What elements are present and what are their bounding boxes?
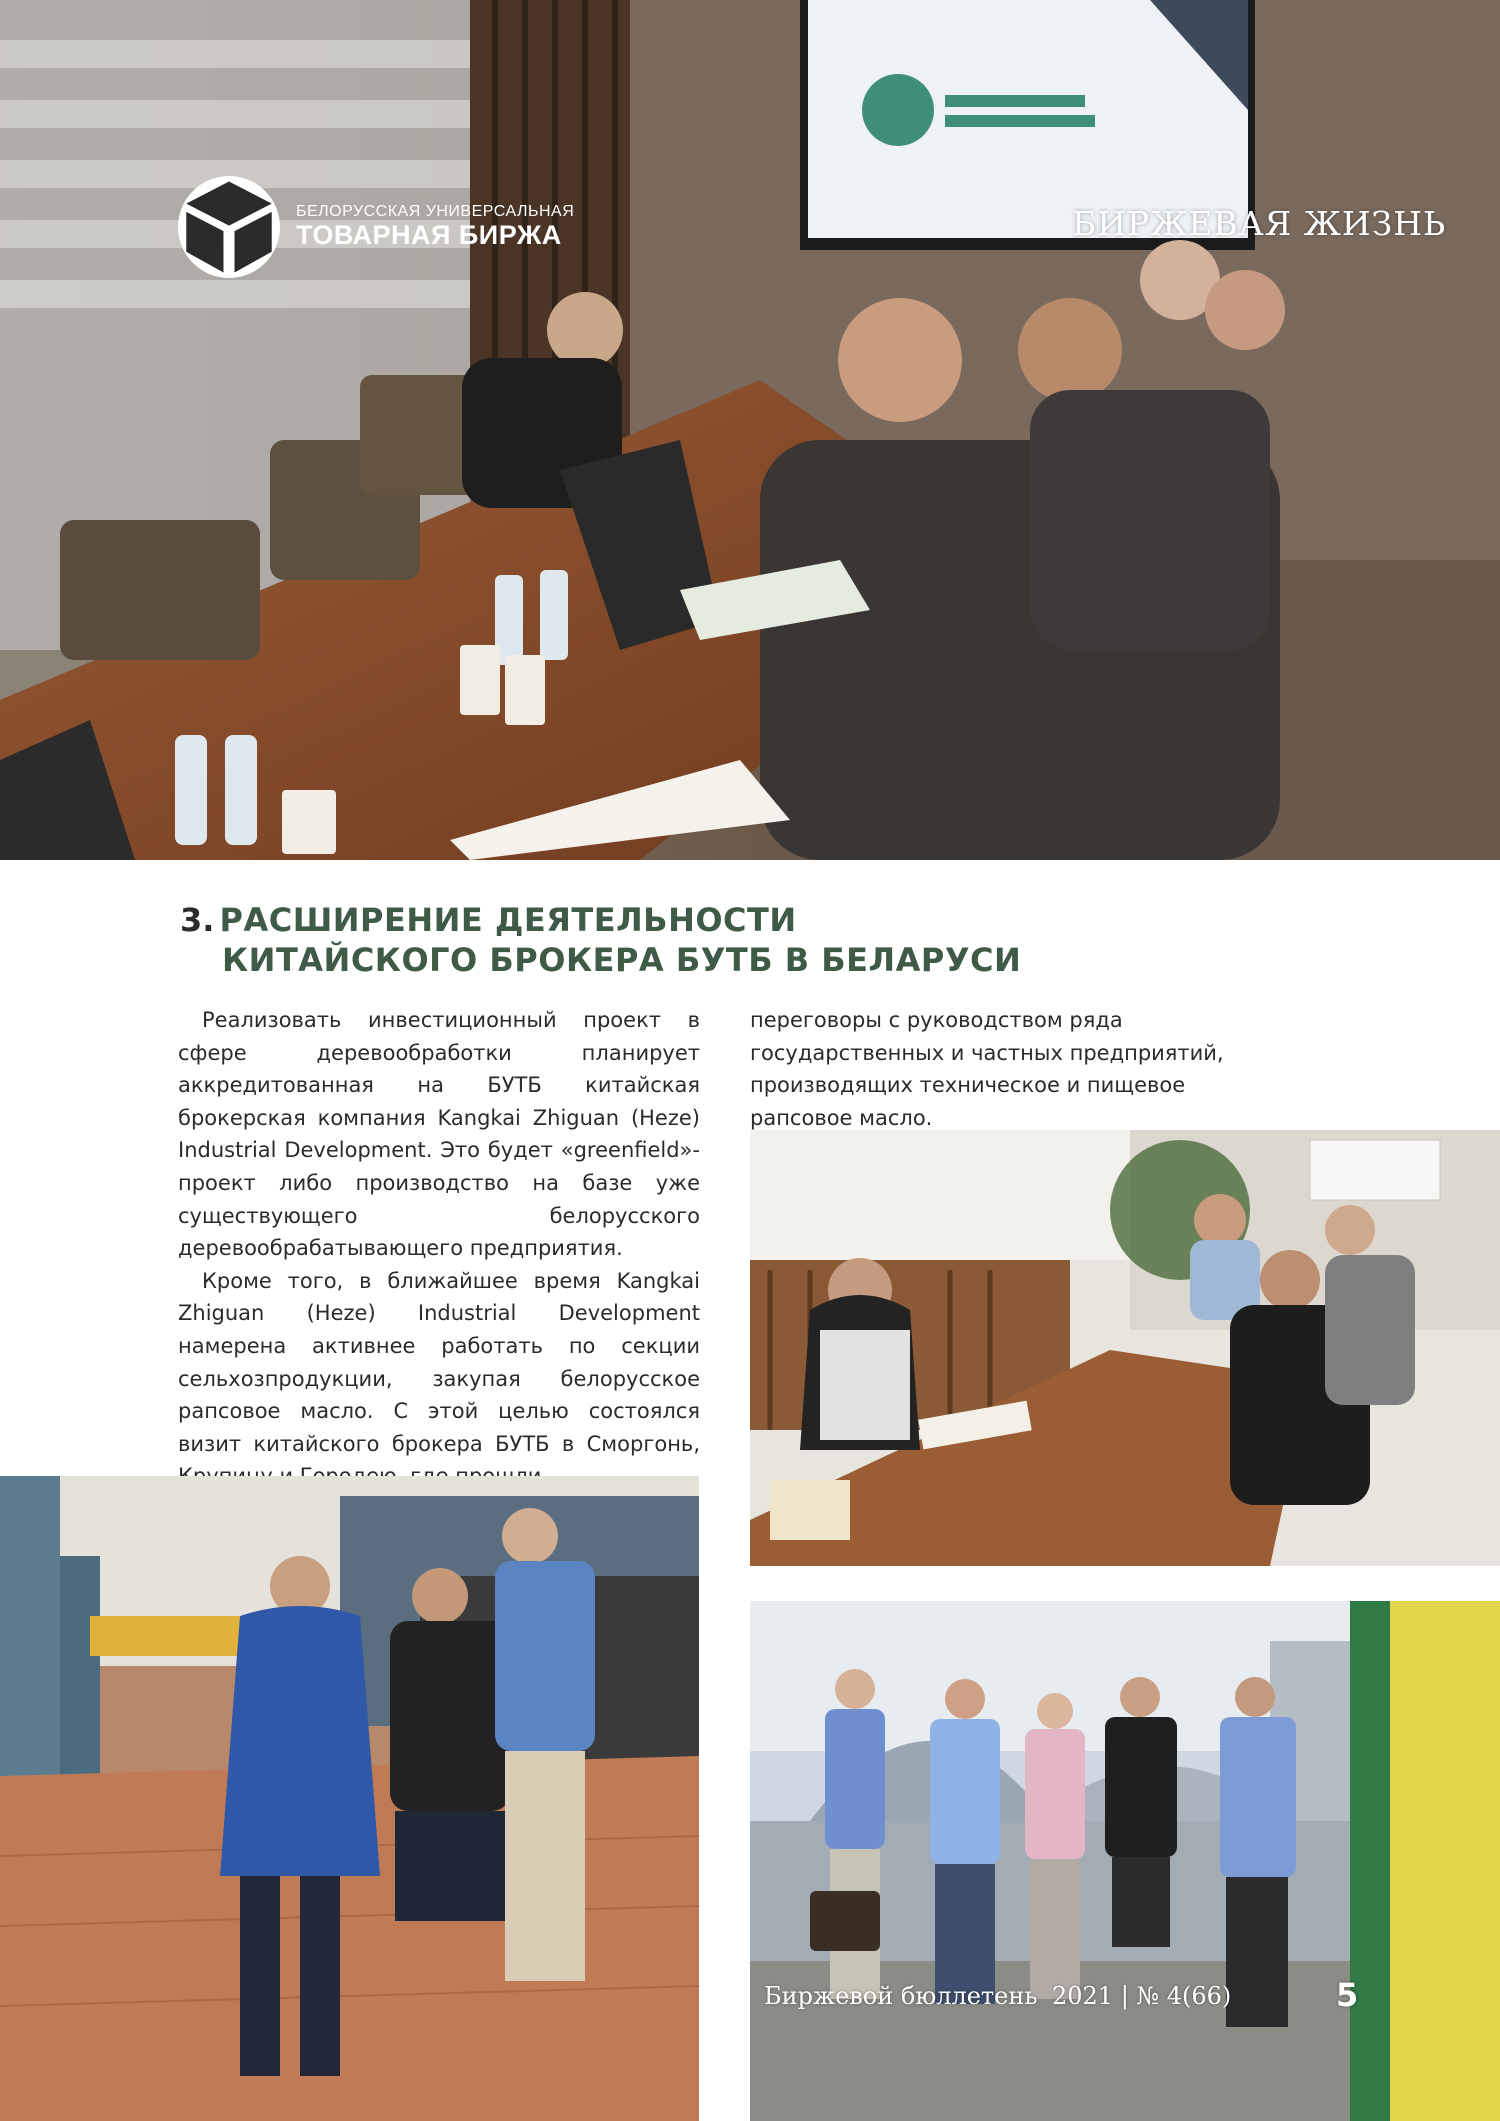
logo-line2: ТОВАРНАЯ БИРЖА: [296, 220, 562, 251]
article-title-line1: РАСШИРЕНИЕ ДЕЯТЕЛЬНОСТИ: [219, 901, 797, 939]
hero-photo: [0, 0, 1500, 860]
exchange-logo: [178, 176, 574, 278]
paragraph-1: Реализовать инвестиционный проект в сфере деревообработки планирует аккредитованная на БУТБ китайская брокерская компания Kangkai Zhiguan (Heze) Industrial Development. Это будет «greenfield»-проект либо производство на базе уже существующего белорусского деревообрабатывающего предприятия.: [178, 1008, 700, 1261]
footer-publication: Биржевой бюллетень: [764, 1982, 1038, 2010]
factory-photo: [0, 1476, 699, 2121]
text-column-right: [750, 1004, 1278, 1134]
logo-line1: БЕЛОРУССКАЯ УНИВЕРСАЛЬНАЯ: [296, 203, 575, 221]
article-number: 3.: [180, 901, 215, 939]
plant-visit-photo: [750, 1601, 1500, 2121]
exchange-logo-icon: [178, 176, 280, 278]
page-number: 5: [1336, 1976, 1359, 2014]
article-title-line2: КИТАЙСКОГО БРОКЕРА БУТБ В БЕЛАРУСИ: [222, 941, 1022, 979]
paragraph-2: Кроме того, в ближайшее время Kangkai Zhiguan (Heze) Industrial Development намерена активнее работать по секции сельхозпродукции, закупая белорусское рапсовое масло. С этой целью состоялся визит китайского брокера БУТБ в Сморгонь,: [178, 1268, 700, 1456]
section-label: БИРЖЕВАЯ ЖИЗНЬ: [1072, 204, 1447, 243]
office-meeting-photo: [750, 1130, 1500, 1566]
paragraph-3: переговоры с руководством ряда государственных и частных предприятий, производящих техническое и пищевое рапсовое масло.: [750, 1008, 1224, 1130]
footer-issue: 2021 | № 4(66): [1052, 1982, 1232, 2010]
article-heading: [180, 901, 1021, 979]
text-column-left: [178, 1004, 700, 1493]
